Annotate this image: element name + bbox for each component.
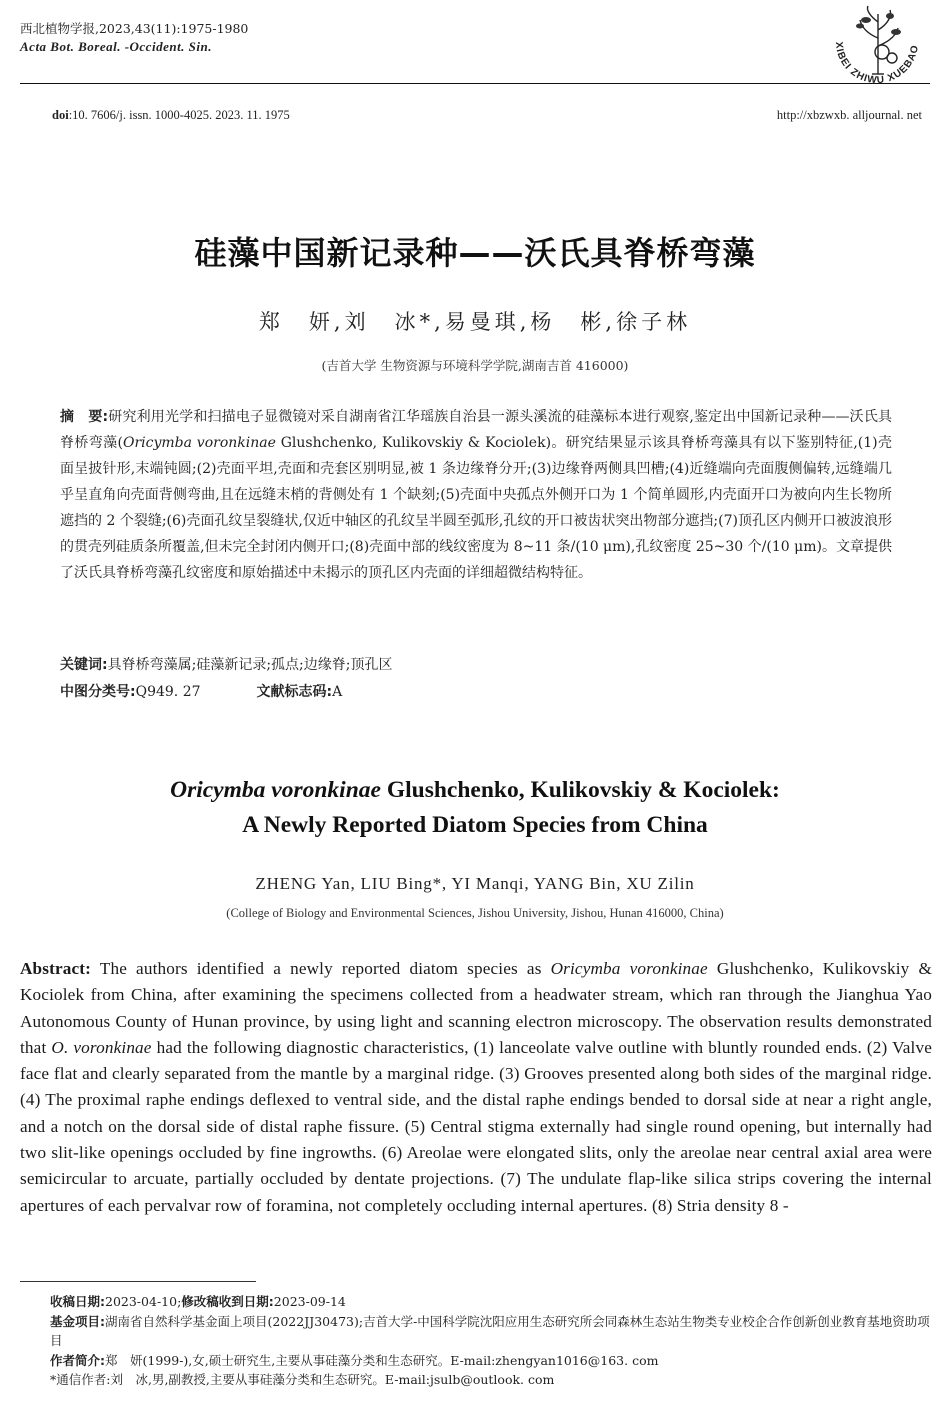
fund-value: 湖南省自然科学基金面上项目(2022JJ30473);吉首大学-中国科学院沈阳应用生态研究所会同森林生态站生物类专业校企合作创新创业教育基地资助项目 (50, 1313, 930, 1348)
journal-url[interactable]: http://xbzwxb. alljournal. net (776, 108, 922, 122)
doi-line (52, 108, 290, 123)
received-label: 收稿日期: (50, 1294, 105, 1309)
keywords-cn-text: 具脊桥弯藻属;硅藻新记录;孤点;边缘脊;顶孔区 (107, 657, 393, 673)
authors-en: ZHENG Yan, LIU Bing*, YI Manqi, YANG Bin, XU Zilin (255, 874, 695, 893)
revised-label: 修改稿收到日期: (181, 1294, 274, 1309)
affiliation-en: (College of Biology and Environmental Sciences, Jishou University, Jishou, Hunan 416000, China) (226, 906, 724, 920)
footnote-rule (20, 1281, 256, 1282)
title-en-line-1 (0, 773, 950, 808)
authors-cn: 郑 妍,刘 冰*,易曼琪,杨 彬,徐子林 (258, 310, 692, 334)
title-en-line-1-rest: Glushchenko, Kulikovskiy & Kociolek: (380, 777, 780, 803)
clc-value: Q949. 27 (135, 684, 201, 700)
fund-label: 基金项目: (50, 1313, 105, 1329)
header-rule (20, 83, 930, 84)
abstract-en-species-1: Oricymba voronkinae (550, 959, 708, 978)
keywords-cn-label: 关键词: (60, 657, 108, 673)
doi-label: doi (52, 108, 69, 122)
classification-row (60, 681, 342, 701)
journal-citation-cn: 西北植物学报,2023,43(11):1975-1980 (20, 21, 249, 36)
logo-text: XIBEI ZHIWU XUEBAO (832, 41, 922, 87)
abstract-en-text-1: The authors identified a newly reported diatom species as (91, 959, 551, 978)
author-value: 郑 妍(1999-),女,硕士研究生,主要从事硅藻分类和生态研究。E-mail:zhengyan1016@163. com (105, 1352, 659, 1368)
journal-name-en: Acta Bot. Boreal. -Occident. Sin. (20, 39, 212, 54)
abstract-en (20, 956, 932, 1219)
abstract-en-species-2: O. voronkinae (51, 1037, 152, 1057)
abstract-cn (60, 404, 892, 586)
abstract-cn-species: Oricymba voronkinae (122, 435, 276, 451)
footnote-dates (50, 1292, 930, 1312)
title-cn: 硅藻中国新记录种——沃氏具脊桥弯藻 (194, 234, 756, 272)
author-label: 作者简介: (50, 1352, 105, 1368)
abstract-en-text-2: Glushchenko, Kulikovskiy & Kociolek from China, after examining the specimens collected from a headwater stream, which ran through the Jianghua Yao Autonomous County of Hunan province, by using light and scanning electron microscopy. The observation results demonstrated that (20, 959, 932, 1057)
footnote-fund (50, 1312, 930, 1351)
footnote-corresponding (50, 1370, 930, 1390)
received-value: 2023-04-10; (105, 1294, 182, 1309)
title-en (0, 773, 950, 843)
corr-value: 刘 冰,男,副教授,主要从事硅藻分类和生态研究。E-mail:jsulb@outlook. com (110, 1372, 555, 1387)
doc-code-value: A (332, 684, 343, 700)
corr-label: *通信作者: (50, 1372, 111, 1387)
abstract-cn-text-1: 研究利用光学和扫描电子显微镜对采自湖南省江华瑶族自治县一源头溪流的硅藻标本进行观察,鉴定出中国新记录种——沃氏具脊桥弯藻( (60, 409, 892, 451)
footnotes (50, 1292, 930, 1390)
revised-value: 2023-09-14 (273, 1294, 346, 1309)
abstract-cn-label: 摘 要: (60, 409, 109, 425)
doi-value[interactable]: :10. 7606/j. issn. 1000-4025. 2023. 11. 1975 (68, 108, 290, 122)
title-en-species: Oricymba voronkinae (170, 777, 381, 803)
doc-code-label: 文献标志码: (256, 684, 333, 700)
clc-label: 中图分类号: (60, 684, 136, 700)
keywords-cn (60, 654, 392, 674)
abstract-cn-text-2: Glushchenko, Kulikovskiy & Kociolek)。研究结果显示该具脊桥弯藻具有以下鉴别特征,(1)壳面呈披针形,末端钝圆;(2)壳面平坦,壳面和壳套区别明显,被 1 条边缘脊分开;(3)边缘脊两侧具凹槽;(4)近缝端向壳面腹侧偏转,远缝端几乎呈直角向壳面背侧弯曲,且在远缝末梢的背侧处有 1 个缺刻;(5)壳面中央孤点外侧开口为 1 个简单圆形,内壳面开口为被向内生长物所遮挡的 2 个裂缝;(6)壳面孔纹呈裂缝状,仅近中轴区的孔纹呈半圆至弧形,孔纹的开口被齿状突出物部分遮挡;(7)顶孔区内侧开口被波浪形的贯壳列硅质条所覆盖,但未完全封闭内侧开口;(8)壳面中部的线纹密度为 8~11 条/(10 μm),孔纹密度 25~30 个/(10 μm)。文章提供了沃氏具脊桥弯藻孔纹密度和原始描述中未揭示的顶孔区内壳面的详细超微结构特征。 (60, 435, 892, 581)
abstract-en-text-3: had the following diagnostic characteristics, (1) lanceolate valve outline with bluntly rounded ends. (2) Valve face flat and clearly separated from the mantle by a marginal ridge. (3) Grooves presented along both sides of the marginal ridge. (4) The proximal raphe endings deflexed to ventral side, and the distal raphe endings bended to dorsal side at near a right angle, and a notch on the dorsal side of distal raphe fissure. (5) Central stigma externally had single round opening, but internally had two slit-like openings occluded by fine ingrowths. (6) Areolae were elongated slits, only the areolae near central axial area were semicircular to arcuate, partially occluded by dentate projections. (7) The undulate flap-like silica strips covering the internal apertures of each pervalvar row of foramina, not completely occluding internal apertures. (8) Stria density 8 - (20, 1037, 932, 1215)
footnote-author (50, 1351, 930, 1371)
abstract-en-label: Abstract: (20, 959, 92, 978)
affiliation-cn: (吉首大学 生物资源与环境科学学院,湖南吉首 416000) (321, 358, 629, 373)
journal-header (20, 20, 248, 56)
title-en-line-2: A Newly Reported Diatom Species from China (242, 812, 708, 838)
